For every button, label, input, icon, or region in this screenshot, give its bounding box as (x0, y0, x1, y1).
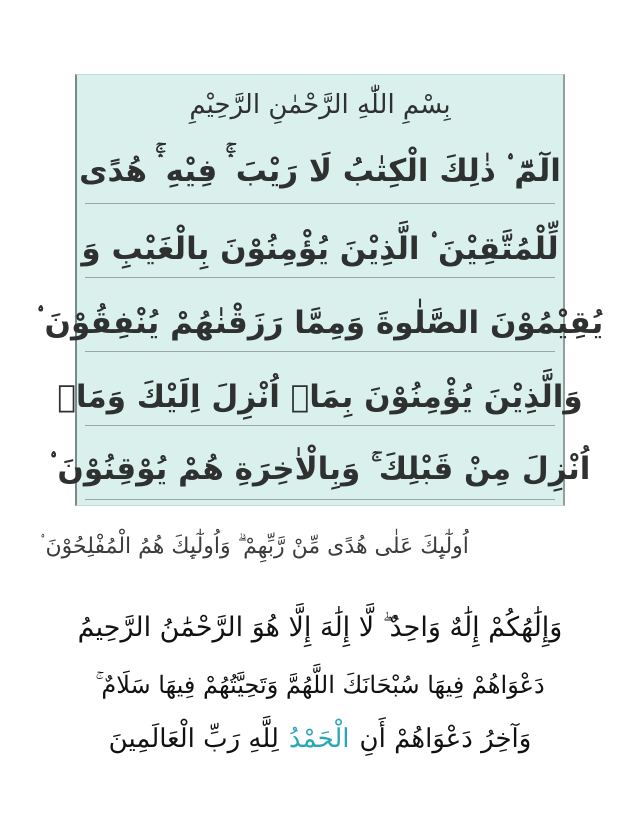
ayah-line-2: دَعْوَاهُمْ فِيهَا سُبْحَانَكَ اللَّهُمَّ وَتَحِيَّتُهُمْ فِيهَا سَلَامٌ ۚ (95, 671, 545, 699)
verse-line-5: اُنْزِلَ مِنْ قَبْلِكَ ۚ وَبِالْاٰخِرَةِ هُمْ يُوْقِنُوْنَ ۟ (49, 450, 591, 487)
verse-line-3: يُقِيْمُوْنَ الصَّلٰوةَ وَمِمَّا رَزَقْنٰهُمْ يُنْفِقُوْنَ ۟ (36, 304, 604, 341)
highlighted-word: الْحَمْدُ (288, 724, 350, 754)
ayah-line-1: وَإِلَٰهُكُمْ إِلَٰهٌ وَاحِدٌ ۖ لَّا إِلَٰهَ إِلَّا هُوَ الرَّحْمَٰنُ الرَّحِيمُ (77, 612, 563, 643)
verse-line-2: لِّلْمُتَّقِيْنَ ۟ الَّذِيْنَ يُؤْمِنُوْنَ بِالْغَيْبِ وَ (81, 230, 559, 267)
ayah-line-3-start: وَآخِرُ دَعْوَاهُمْ أَنِ (359, 724, 532, 754)
scanned-quran-panel (36, 74, 604, 506)
verse-line-1: الٓمّٓ ۟ ذٰلِكَ الْكِتٰبُ لَا رَيْبَ ۛۚ فِيْهِ ۛۚ هُدًى (79, 152, 561, 189)
verse-line-4: وَالَّذِيْنَ يُؤْمِنُوْنَ بِمَاۤ اُنْزِلَ اِلَيْكَ وَمَاۤ (57, 379, 583, 415)
verse-strip: اُولٰٓىِٕكَ عَلٰى هُدًى مِّنْ رَّبِّهِمْ ۗ وَاُولٰٓىِٕكَ هُمُ الْمُفْلِحُوْنَ ۟ (40, 533, 469, 559)
ayah-line-3 (40, 712, 600, 766)
ayah-line-3-end: لِلَّهِ رَبِّ الْعَالَمِينَ (108, 724, 279, 754)
basmala-line: بِسْمِ اللّٰهِ الرَّحْمٰنِ الرَّحِيْمِ (189, 90, 451, 120)
